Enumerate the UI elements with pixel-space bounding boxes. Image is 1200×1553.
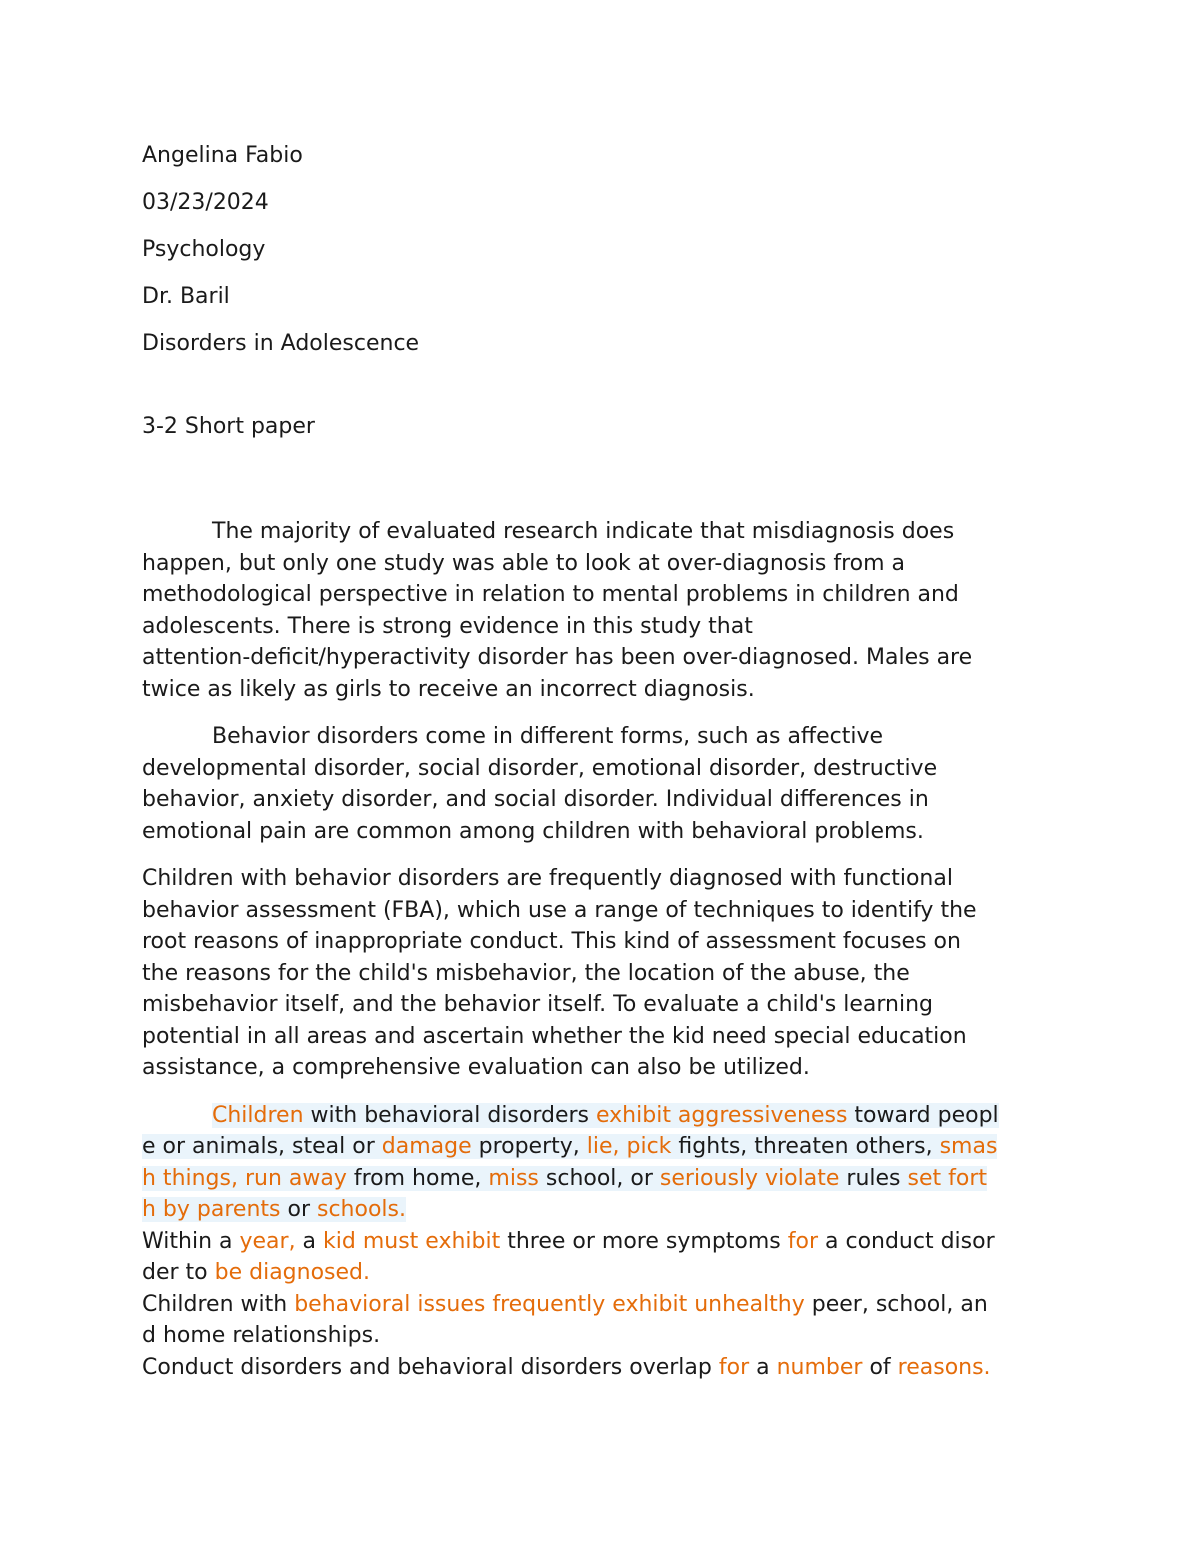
highlighted-line [142,1197,406,1222]
paragraph-line: assistance, a comprehensive evaluation can also be utilized. [142,1055,810,1080]
paragraph-line: Children with behavior disorders are frequently diagnosed with functional [142,866,953,891]
paragraph-line: misbehavior itself, and the behavior itself. To evaluate a child's learning [142,992,933,1017]
accent-text-run: behavioral issues frequently exhibit unhealthy [294,1291,805,1317]
text-run: rules [839,1165,908,1191]
accent-text-run: Children [212,1102,304,1128]
paragraph-line: behavior, anxiety disorder, and social disorder. Individual differences in [142,787,929,812]
paragraph-line: potential in all areas and ascertain whether the kid need special education [142,1023,967,1049]
assignment-title: 3-2 Short paper [142,414,315,439]
paragraph-line [142,1257,1062,1289]
accent-text-run: be diagnosed. [214,1260,370,1285]
paragraph-line: Behavior disorders come in different forms, such as affective [212,724,884,749]
text-run: property, [471,1134,587,1159]
document-page [142,138,1062,1383]
paragraph-line [142,1226,1062,1258]
line-content [142,1260,370,1285]
accent-text-run: lie, pick [586,1134,672,1159]
course-line: Psychology [142,237,266,262]
accent-text-run: for [718,1354,750,1380]
paragraph-line: attention-deficit/hyperactivity disorder has been over-diagnosed. Males are [142,645,973,670]
text-run: Within a [142,1228,240,1254]
paragraph-line [142,1320,1062,1352]
paragraph-line [142,1131,1062,1163]
text-run: a [295,1228,324,1254]
paragraph-line [142,1163,1062,1195]
paragraph-line [142,1352,1062,1384]
text-run: school, or [538,1165,660,1191]
line-content [142,1355,991,1380]
text-run: Conduct disorders and behavioral disorders overlap [142,1354,719,1380]
paragraph-line [142,1194,1062,1226]
paragraph-line: twice as likely as girls to receive an incorrect diagnosis. [142,676,755,702]
paragraph-3 [142,863,1062,1084]
accent-text-run: damage [381,1134,472,1159]
accent-text-run: number [776,1354,863,1380]
author-name: Angelina Fabio [142,143,303,168]
text-run: der to [142,1260,215,1285]
accent-text-run: miss [488,1165,539,1191]
line-content [142,1323,380,1348]
accent-text-run: h things, run away [142,1165,347,1191]
text-run: from home, [346,1165,489,1191]
paragraph-line: root reasons of inappropriate conduct. This kind of assessment focuses on [142,929,961,954]
closing-lines [142,1226,1062,1384]
paragraph-2 [142,721,1062,847]
paragraph-line: emotional pain are common among children with behavioral problems. [142,818,924,844]
accent-text-run: set fort [907,1165,987,1191]
accent-text-run: year, [239,1228,296,1254]
paragraph-line: adolescents. There is strong evidence in this study that [142,613,753,639]
line-content [142,1229,995,1254]
highlighted-line [142,1166,987,1191]
accent-text-run: for [787,1228,818,1254]
paragraph-line: methodological perspective in relation to mental problems in children and [142,582,959,607]
text-run: a conduct disor [818,1228,995,1254]
accent-text-run: schools. [317,1197,406,1222]
text-run: three or more symptoms [500,1228,788,1254]
accent-text-run: kid must exhibit [323,1228,501,1254]
date-line: 03/23/2024 [142,190,269,215]
text-run: d home relationships. [142,1323,381,1348]
line-content [142,1292,988,1317]
topic-line: Disorders in Adolescence [142,331,420,356]
spacer [142,456,1062,516]
paragraph-line: behavior assessment (FBA), which use a range of techniques to identify the [142,897,977,923]
accent-text-run: smas [939,1134,998,1159]
text-run: of [862,1354,898,1380]
text-run: Children with [142,1291,295,1317]
accent-text-run: reasons. [897,1354,991,1380]
spacer [142,373,1062,409]
paragraph-line: developmental disorder, social disorder, emotional disorder, destructive [142,755,938,781]
paragraph-1 [142,516,1062,705]
highlighted-line [142,1134,997,1159]
paragraph-line [142,1289,1062,1321]
text-run: fights, threaten others, [671,1134,940,1159]
text-run: a [749,1354,777,1380]
paragraph-line: The majority of evaluated research indicate that misdiagnosis does [212,519,955,544]
text-run: toward peopl [847,1102,999,1128]
text-run: with behavioral disorders [303,1102,597,1128]
paragraph-line: the reasons for the child's misbehavior, the location of the abuse, the [142,960,910,986]
text-run: or [280,1197,317,1222]
accent-text-run: seriously violate [659,1165,840,1191]
highlighted-paragraph [142,1100,1062,1226]
text-run: e or animals, steal or [142,1134,382,1159]
instructor-line: Dr. Baril [142,284,230,309]
highlighted-line [212,1103,999,1128]
paragraph-line [142,1100,1062,1132]
accent-text-run: h by parents [142,1197,281,1222]
paragraph-line: happen, but only one study was able to look at over-diagnosis from a [142,550,905,576]
text-run: peer, school, an [804,1291,988,1317]
accent-text-run: exhibit aggressiveness [596,1102,848,1128]
